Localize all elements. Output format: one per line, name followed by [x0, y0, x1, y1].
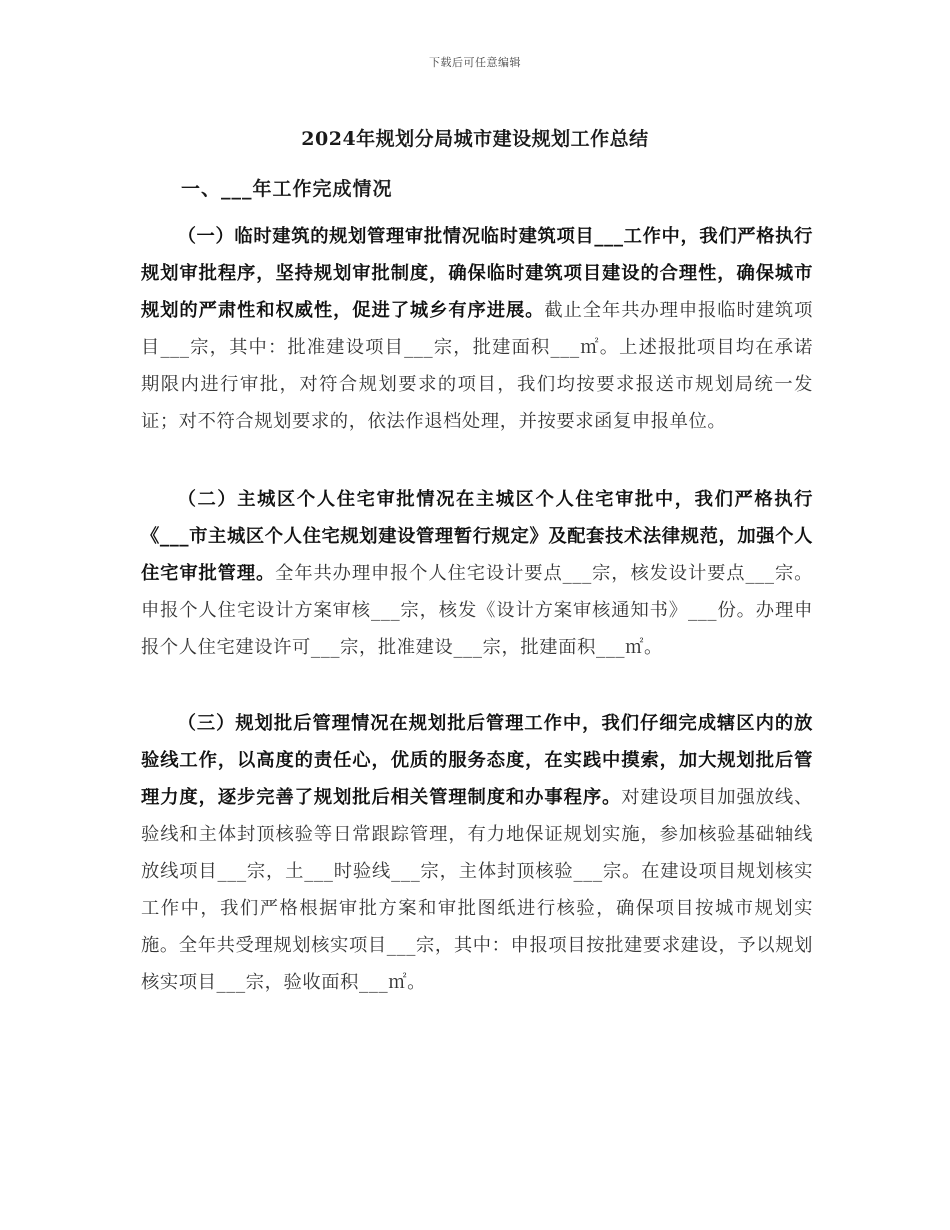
paragraph-post-approval [141, 705, 813, 1001]
header-note: 下载后可任意编辑 [429, 56, 521, 69]
paragraph-lead: （一）临时建筑的规划管理审批情况临时建筑项目___工作中，我们严格执行规划审批程序，坚持规划审批制度，确保临时建筑项目建设的合理性，确保城市规划的严肃性和权威性，促进了城乡有序进展。 [141, 226, 813, 322]
paragraph-lead: （三）规划批后管理情况在规划批后管理工作中，我们仔细完成辖区内的放验线工作，以高度的责任心，优质的服务态度，在实践中摸索，加大规划批后管理力度，逐步完善了规划批后相关管理制度和办事程序。 [141, 713, 813, 809]
paragraph-body: 截止全年共办理申报临时建筑项目___宗，其中：批准建设项目___宗，批建面积___㎡。上述报批项目均在承诺期限内进行审批，对符合规划要求的项目，我们均按要求报送市规划局统一发证；对不符合规划要求的，依法作退档处理，并按要求函复申报单位。 [141, 300, 813, 433]
paragraph-body: 对建设项目加强放线、验线和主体封顶核验等日常跟踪管理，有力地保证规划实施，参加核验基础轴线放线项目___宗，土___时验线___宗，主体封顶核验___宗。在建设项目规划核实工作中，我们严格根据审批方案和审批图纸进行核验，确保项目按城市规划实施。全年共受理规划核实项目___宗，其中：申报项目按批建要求建设，予以规划核实项目___宗，验收面积___㎡。 [141, 787, 813, 994]
paragraph-body: 全年共办理申报个人住宅设计要点___宗，核发设计要点___宗。申报个人住宅设计方案审核___宗，核发《设计方案审核通知书》___份。办理申报个人住宅建设许可___宗，批准建设___宗，批建面积___㎡。 [141, 563, 813, 659]
document-title: 2024年规划分局城市建设规划工作总结 [301, 128, 649, 150]
paragraph-temporary-buildings [141, 218, 813, 440]
paragraph-private-housing [141, 481, 813, 666]
section-heading: 一、___年工作完成情况 [181, 178, 393, 200]
paragraph-lead: （二）主城区个人住宅审批情况在主城区个人住宅审批中，我们严格执行《___市主城区个人住宅规划建设管理暂行规定》及配套技术法律规范，加强个人住宅审批管理。 [141, 489, 813, 585]
